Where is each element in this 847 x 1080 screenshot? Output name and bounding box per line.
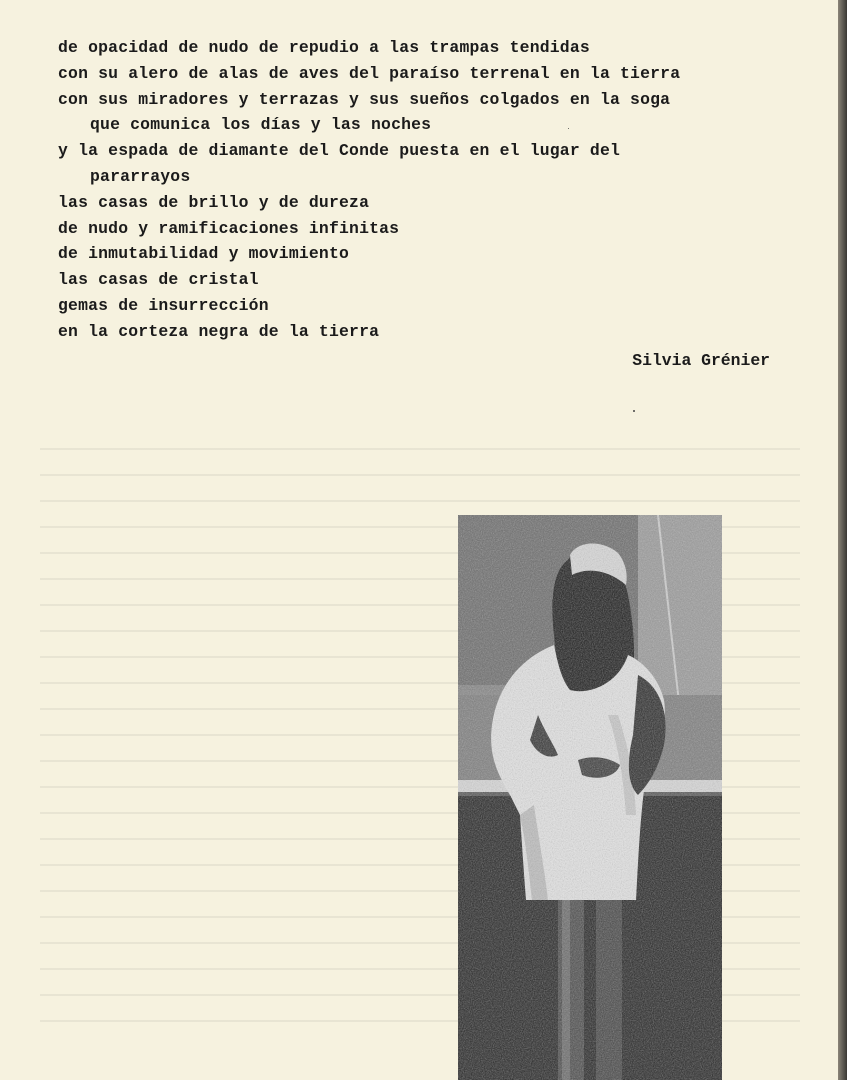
ink-speck [568, 128, 569, 129]
poem-line: que comunica los días y las noches [90, 115, 432, 135]
ink-speck [633, 410, 635, 412]
poem-line: de nudo y ramificaciones infinitas [58, 218, 400, 238]
poem-text [58, 35, 680, 345]
poem-line: las casas de cristal [58, 270, 259, 290]
poem-line: y la espada de diamante del Conde puesta en el lugar del [58, 141, 621, 161]
poem-line: con su alero de alas de aves del paraíso terrenal en la tierra [58, 63, 681, 83]
poem-line: las casas de brillo y de dureza [58, 192, 370, 212]
poem-line: con sus miradores y terrazas y sus sueños colgados en la soga [58, 89, 671, 109]
page-edge-shadow [838, 0, 847, 1080]
poem-line: de opacidad de nudo de repudio a las trampas tendidas [58, 38, 590, 57]
poem-line: en la corteza negra de la tierra [58, 321, 380, 341]
poem-line: de inmutabilidad y movimiento [58, 244, 350, 264]
photograph [458, 515, 722, 1080]
photograph-image [458, 515, 722, 1080]
poem-line: gemas de insurrección [58, 295, 269, 315]
author-signature: Silvia Grénier [632, 351, 770, 370]
poem-line: pararrayos [90, 166, 191, 186]
